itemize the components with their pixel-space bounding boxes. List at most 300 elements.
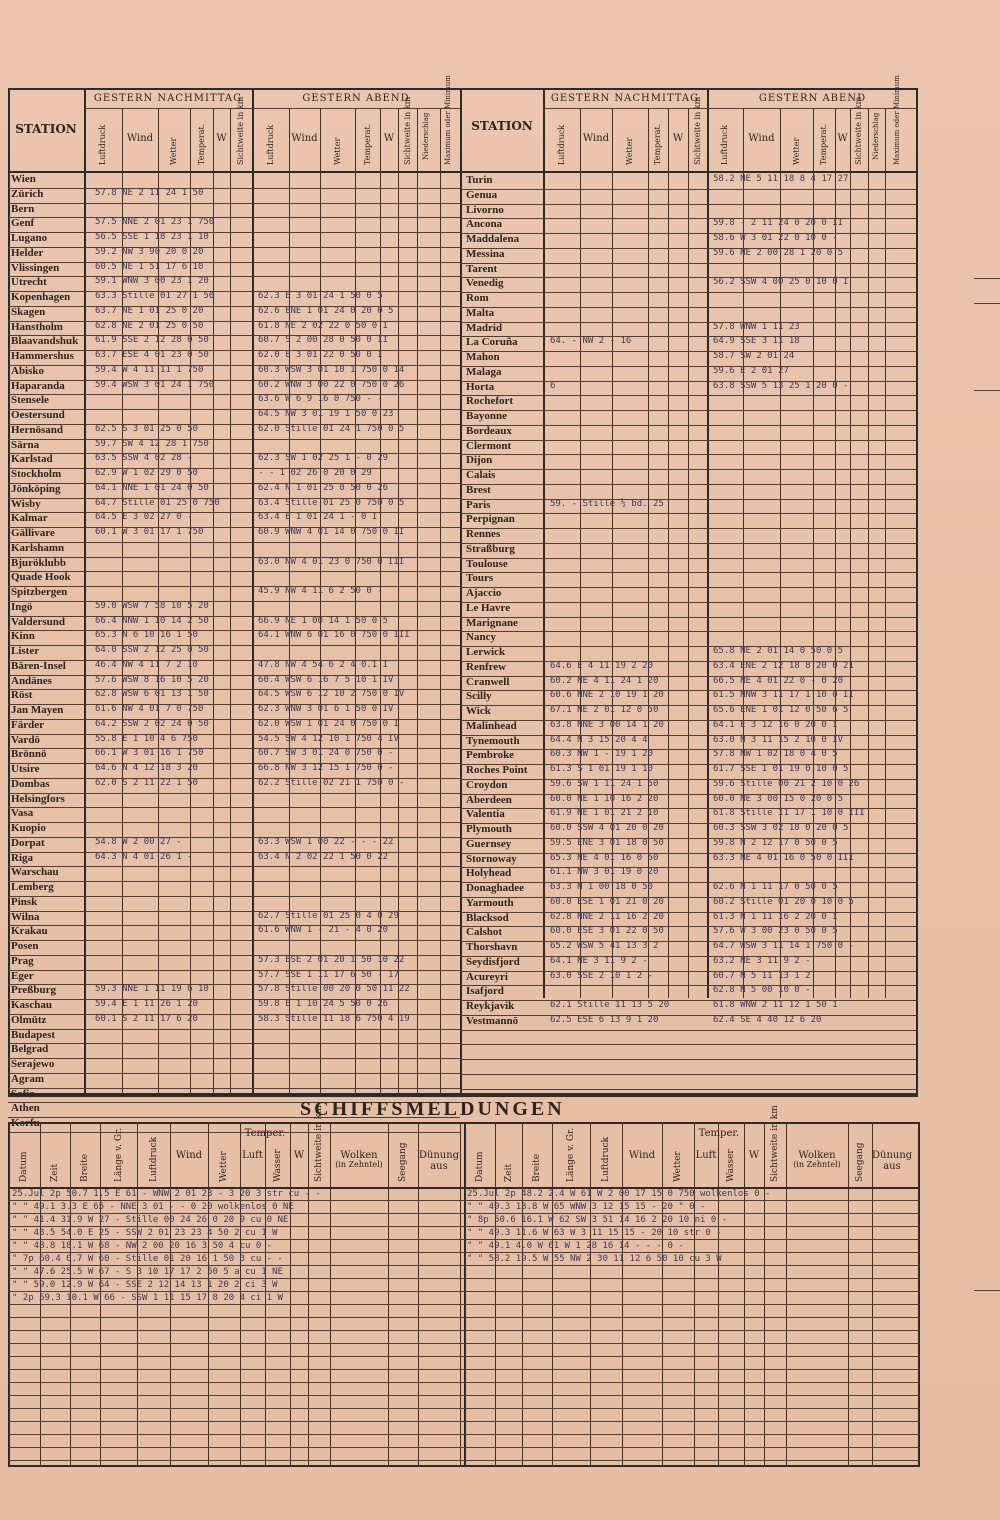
row-line [460, 617, 918, 618]
row-line [8, 940, 460, 941]
station-name: Guernsey [466, 837, 512, 850]
station-name: Belgrad [11, 1043, 49, 1056]
row-line [8, 925, 460, 926]
station-name: Lerwick [466, 646, 506, 658]
entry-gestern-abend: 64.1 E 3 12 16 0 20 0 I [713, 719, 838, 730]
ship-col-header: Luftdruck [148, 1136, 159, 1182]
station-name: Bayonne [466, 410, 507, 422]
col-luftdruck: Luftdruck [556, 124, 566, 165]
station-name: Bären-Insel [11, 659, 66, 672]
entry-gestern-abend: 57.8 Stille 00 20 0 50 11 22 [258, 984, 410, 995]
col-maximum: Maximum oder Minimum [444, 75, 452, 165]
station-name: Aberdeen [466, 793, 512, 806]
entry-gestern-abend: 60.0 NE 3 00 15 0 20 0 5 [713, 793, 844, 804]
row-line [460, 425, 918, 426]
ship-row-line [8, 1226, 920, 1227]
ship-col-header: Wolken [798, 1150, 836, 1161]
entry-gestern-abend: 62.6 ENE 1 01 24 0 20 0 5 [258, 305, 394, 316]
row-line [460, 631, 918, 632]
entry-gestern-abend: 65.6 ENE 1 01 12 0 50 6 5 [713, 705, 849, 715]
row-line [8, 660, 460, 661]
ship-col-header: Dünung aus [418, 1150, 460, 1172]
station-name: Preßburg [11, 984, 57, 997]
entry-gestern-nachmittag: 60.0 SSW 4 01 20 0 20 [550, 823, 664, 833]
row-line [460, 720, 918, 721]
entry-gestern-nachmittag: 6 [550, 380, 556, 391]
row-line [8, 203, 460, 204]
entry-gestern-nachmittag: 60.3 NW 1 - 19 1 20 [550, 749, 653, 760]
entry-gestern-nachmittag: 54.8 W 2 00 27 - [95, 836, 182, 847]
ship-col-header: Zeit [50, 1163, 60, 1182]
ship-row: " " 49.3 11.6 W 63 W 3 11 15 15 - 20 10 str 0 - [467, 1228, 722, 1238]
ship-column-line [662, 1122, 663, 1467]
col-luftdruck: Luftdruck [265, 124, 275, 165]
station-name: Wick [466, 705, 491, 717]
entry-gestern-nachmittag: 60.0 ESE 3 01 22 0 50 [550, 926, 664, 937]
ship-row: " " 43.5 54.0 E 25 - SSW 2 01 23 23 4 50 2 cu 1 W [12, 1228, 278, 1238]
entry-gestern-abend: 62.0 E 3 01 22 0 50 0 I [258, 350, 383, 360]
row-line [460, 440, 918, 441]
entry-gestern-nachmittag: 63.7 ESE 4 01 23 0 50 [95, 350, 209, 360]
station-name: Utsire [11, 763, 40, 775]
entry-gestern-abend: 62.4 N 1 01 25 0 50 0 26 [258, 482, 389, 493]
ship-col-header: Luftdruck [601, 1136, 611, 1182]
ship-row-line [8, 1421, 920, 1422]
entry-gestern-nachmittag: 63.3 Stille 01 27 1 50 [95, 291, 215, 301]
station-name: Cranwell [466, 675, 510, 688]
entry-gestern-nachmittag: 55.8 E 1 10 4 6 750 [95, 733, 198, 744]
row-line [460, 513, 918, 514]
entry-gestern-nachmittag: 60.0 NE 1 10 16 2 20 [550, 793, 659, 804]
station-name: Hammershus [11, 350, 74, 362]
ship-col-header: Wasser [726, 1149, 736, 1182]
ship-row: " " 47.6 25.5 W 67 - S 3 10 17 17 2 50 5 a cu 1 NE [12, 1267, 283, 1277]
station-name: Posen [11, 940, 39, 952]
ship-row-line [8, 1356, 920, 1357]
row-line [460, 189, 918, 190]
row-line [8, 350, 460, 351]
station-name: Wien [11, 173, 36, 185]
entry-gestern-nachmittag: 65.3 N 6 10 16 1 50 [95, 630, 198, 641]
entry-gestern-abend: 57.3 ESE 2 01 20 1 50 10 22 [258, 954, 405, 965]
ship-col-header-zehntel: (in Zehntel) [793, 1160, 841, 1169]
row-line [8, 793, 460, 794]
row-line [8, 616, 460, 617]
station-name: Wisby [11, 497, 41, 510]
entry-gestern-abend: 59.6 Stille 00 21 2 10 0 26 [713, 778, 860, 789]
station-name: Toulouse [466, 557, 508, 570]
entry-gestern-nachmittag: 64.5 E 3 02 27 0 - [95, 512, 193, 523]
entry-gestern-nachmittag: 59.6 SW 1 11 24 1 50 [550, 778, 659, 789]
station-name: Bordeaux [466, 424, 512, 437]
station-name: Prag [11, 954, 34, 967]
entry-gestern-nachmittag: 57.8 NE 2 11 24 1 50 [95, 187, 204, 198]
row-line [460, 867, 918, 868]
ship-column-line [290, 1122, 291, 1467]
station-name: Abisko [11, 364, 45, 377]
row-line [460, 558, 918, 559]
station-name: Turin [466, 174, 493, 186]
entry-gestern-nachmittag: 62.0 S 2 11 22 1 50 [95, 777, 198, 788]
entry-gestern-nachmittag: 60.0 ESE 1 01 21 0 20 [550, 896, 664, 907]
row-line [460, 749, 918, 750]
station-name: Haparanda [11, 379, 65, 392]
entry-gestern-nachmittag: 64.0 SSW 2 12 25 0 50 [95, 645, 209, 655]
station-name: Spitzbergen [11, 586, 68, 598]
entry-gestern-abend: 54.5 SW 4 12 10 1 750 4 IV [258, 733, 399, 744]
col-temperat: Temperat. [362, 123, 372, 165]
ship-column-line [848, 1122, 849, 1467]
group-gestern-nachmittag-left: GESTERN NACHMITTAG [93, 93, 243, 104]
entry-gestern-abend: 64.1 WNW 6 01 16 0 750 0 III [258, 630, 410, 641]
station-name: Seydisfjord [466, 955, 520, 968]
row-line [460, 735, 918, 736]
entry-gestern-nachmittag: 57.5 NNE 2 01 23 1 750 [95, 217, 215, 228]
col-w: W [216, 133, 227, 144]
entry-gestern-abend: 57.8 WNW 1 11 23 [713, 321, 800, 332]
ship-col-header: Zeit [503, 1163, 514, 1182]
station-name: Scilly [466, 690, 492, 703]
entry-gestern-abend: 57.6 W 3 00 23 0 50 0 5 [713, 926, 838, 937]
row-line [8, 1073, 460, 1074]
station-name: Calais [466, 469, 496, 481]
row-line [8, 291, 460, 292]
station-name: Renfrew [466, 660, 507, 673]
margin-mark [974, 278, 1000, 279]
entry-gestern-nachmittag: 56.5 SSE 1 18 23 1 10 [95, 232, 209, 242]
row-line [460, 543, 918, 544]
row-line [8, 571, 460, 572]
entry-gestern-nachmittag: 64.1 NNE 1 01 24 0 50 [95, 482, 209, 493]
entry-gestern-nachmittag: 67.1 NE 2 01 12 0 50 [550, 705, 659, 715]
row-line [8, 645, 460, 646]
station-name: Kinn [11, 630, 35, 643]
row-line [8, 321, 460, 322]
ship-row-line [8, 1447, 920, 1448]
entry-gestern-nachmittag: 62.8 WSW 6 01 13 1 50 [95, 689, 209, 700]
entry-gestern-abend: 63.4 N 2 02 22 1 50 0 22 [258, 851, 389, 862]
entry-gestern-abend: 63.4 E 1 01 24 1 - 0 I [258, 512, 378, 523]
ship-col-header: W [748, 1150, 760, 1161]
group-gestern-abend-right: GESTERN ABEND [758, 93, 867, 104]
entry-gestern-abend: 59.6 E 2 01 27 [713, 365, 789, 376]
station-name: Riga [11, 851, 33, 864]
station-name: Thorshavn [466, 941, 518, 953]
entry-gestern-abend: 57.8 NW 1 02 18 0 4 0 5 [713, 749, 838, 760]
col-maximum: Maximum oder Minimum [893, 75, 901, 165]
station-name: Utrecht [11, 276, 47, 289]
station-name: Andänes [11, 674, 52, 687]
row-line [460, 956, 918, 957]
ship-row-line [8, 1317, 920, 1318]
station-name: Zürich [11, 187, 44, 200]
col-wetter: Wetter [169, 137, 178, 165]
column-line [868, 108, 869, 998]
entry-gestern-abend: 63.4 Stille 01 25 0 750 0 5 [258, 497, 405, 508]
entry-gestern-abend: 64.9 SSE 3 11 18 [713, 336, 800, 347]
col-wind: Wind [582, 133, 610, 144]
station-name: Röst [11, 689, 33, 702]
ship-row: " " 59.0 12.9 W 64 - SSE 2 12 14 13 1 20 2 ci 3 W [12, 1280, 278, 1290]
row-line [460, 823, 918, 824]
col-wetter: Wetter [791, 137, 801, 165]
entry-gestern-abend: 60.2 WNW 3 00 22 0 750 0 26 [258, 379, 405, 390]
row-line [460, 307, 918, 308]
ship-col-header: Luft [695, 1150, 717, 1161]
column-line [648, 108, 649, 998]
station-name: Rennes [466, 528, 501, 540]
row-line [460, 218, 918, 219]
ship-column-line [764, 1122, 765, 1467]
station-name: Pembroke [466, 749, 515, 762]
entry-gestern-abend: 61.3 N 1 11 16 2 20 0 I [713, 911, 838, 922]
station-name: Vardö [11, 733, 40, 746]
col-luftdruck: Luftdruck [720, 124, 729, 165]
entry-gestern-abend: 59.6 NE 2 00 28 1 20 0 5 [713, 247, 844, 258]
station-name: Rom [466, 292, 489, 304]
entry-gestern-nachmittag: 66.4 NNW 1 10 14 2 50 [95, 615, 209, 626]
row-line [460, 764, 918, 765]
station-name: Gällivare [11, 527, 55, 539]
entry-gestern-abend: 64.5 NW 3 01 19 1 50 0 23 [258, 409, 394, 419]
entry-gestern-abend: 59.8 E 1 10 24 5 50 0 26 [258, 999, 389, 1009]
entry-gestern-abend: 61.5 NNW 3 11 17 1 10 0 II [713, 690, 854, 701]
station-name: Färder [11, 718, 44, 731]
station-name: Warschau [11, 866, 59, 879]
row-line [8, 394, 460, 395]
entry-gestern-abend: 60.9 WNW 4 01 14 0 750 0 II [258, 527, 405, 537]
ship-col-header: Wind [628, 1150, 656, 1161]
entry-gestern-abend: 62.2 Stille 02 21 1 750 0 - [258, 777, 405, 788]
row-line [8, 896, 460, 897]
col-wind: Wind [291, 133, 318, 144]
row-line [460, 705, 918, 706]
ship-row: " 8p 50.6 16.1 W 62 SW 3 51 14 16 2 20 10 ni 0 - [467, 1215, 728, 1225]
row-line [8, 852, 460, 853]
ship-row: " " 49.1 3.3 E 65 - NNE 3 01 - - 0 20 wolkenlos 0 NE [12, 1202, 294, 1212]
column-line [580, 108, 581, 998]
row-line [460, 204, 918, 205]
row-line [460, 882, 918, 883]
entry-gestern-abend: 63.3 WSW 1 00 22 - - - 22 [258, 836, 394, 847]
station-name: Horta [466, 380, 495, 393]
entry-gestern-abend: 60.7 S 2 00 28 0 50 0 II [258, 335, 389, 346]
station-name: Karlshamn [11, 541, 65, 554]
ship-column-line [388, 1122, 389, 1467]
row-line [460, 351, 918, 352]
station-name: Skagen [11, 305, 46, 318]
ship-col-header: Seegang [398, 1142, 408, 1182]
ship-row-line [8, 1395, 920, 1396]
entry-gestern-abend: 60.3 SSW 3 02 18 0 20 0 5 [713, 823, 849, 833]
station-name: Brönnö [11, 748, 47, 761]
col-wetter: Wetter [625, 137, 634, 165]
entry-gestern-abend: 63.4 ENE 2 12 18 8 20 0 21 [713, 660, 854, 671]
entry-gestern-nachmittag: 64.4 N 3 15 20 4 4 [550, 734, 648, 745]
ship-row-line [8, 1200, 920, 1201]
ship-row-line [8, 1278, 920, 1279]
row-line [460, 572, 918, 573]
row-line [8, 601, 460, 602]
ship-col-header-zehntel: (in Zehntel) [335, 1160, 383, 1169]
ship-column-line [552, 1122, 553, 1467]
ship-row-line [8, 1408, 920, 1409]
entry-gestern-nachmittag: 59.4 E 1 11 26 1 20 [95, 999, 198, 1009]
entry-gestern-nachmittag: 62.1 Stille 11 13 5 20 [550, 1000, 670, 1010]
station-name: Stensele [11, 394, 49, 407]
row-line [460, 912, 918, 913]
col-w: W [837, 133, 848, 144]
entry-gestern-nachmittag: 46.4 NW 4 11 7 2 10 [95, 659, 198, 670]
station-header-right: STATION [471, 119, 533, 133]
station-name: Krakau [11, 925, 48, 938]
ship-col-header: Datum [19, 1151, 29, 1182]
ship-column-line [460, 1122, 461, 1467]
col-w: W [672, 133, 684, 144]
station-name: Holyhead [466, 867, 512, 880]
station-name: Tarent [466, 262, 498, 275]
entry-gestern-nachmittag: 64.1 NE 3 11 9 2 - [550, 955, 648, 966]
row-line [460, 528, 918, 529]
entry-gestern-abend: 63.0 NW 4 01 23 0 750 0 III [258, 556, 405, 567]
row-line [8, 217, 460, 218]
margin-mark [974, 303, 1000, 304]
row-line [460, 248, 918, 249]
entry-gestern-abend: 62.0 Stille 01 24 1 750 0 5 [258, 423, 405, 434]
station-name: Valdersund [11, 615, 66, 628]
entry-gestern-nachmittag: 61.9 NE 1 01 21 2 10 [550, 808, 659, 819]
row-line [460, 454, 918, 455]
row-line [460, 676, 918, 677]
entry-gestern-nachmittag: 63.8 NNE 3 00 14 1 20 [550, 719, 664, 730]
entry-gestern-abend: 59.8 N 2 12 17 0 50 0 5 [713, 837, 838, 848]
entry-gestern-abend: 64.5 WSW 6 12 10 2 750 0 IV [258, 689, 405, 700]
station-name: Kalmar [11, 512, 48, 525]
entry-gestern-nachmittag: 59.1 WNW 3 00 23 1 20 [95, 276, 209, 287]
ship-reports-title: SCHIFFSMELDUNGEN [300, 1098, 565, 1120]
col-wind: Wind [126, 133, 154, 144]
station-name: Athen [11, 1102, 40, 1115]
station-name: Eger [11, 969, 34, 982]
station-name: Yarmouth [466, 896, 514, 909]
station-name: Kuopio [11, 822, 46, 834]
entry-gestern-nachmittag: 57.6 WSW 8 16 10 5 20 [95, 674, 209, 685]
ship-row-line [8, 1265, 920, 1266]
entry-gestern-abend: 61.8 WNW 2 11 12 1 50 1 [713, 1000, 838, 1010]
entry-gestern-nachmittag: 63.5 SSW 4 02 28 - [95, 453, 193, 464]
entry-gestern-abend: 61.6 WNW 1 - 21 - 4 0 20 [258, 925, 389, 936]
entry-gestern-abend: 63.2 NE 3 11 9 2 - [713, 955, 811, 966]
ship-row-line [8, 1343, 920, 1344]
ship-col-header: Sichtweite in km [770, 1105, 780, 1182]
station-name: Le Havre [466, 601, 511, 614]
station-name: Dijon [466, 454, 493, 467]
entry-gestern-abend: - - 1 02 26 0 20 0 29 [258, 468, 372, 478]
ship-row-line [8, 1382, 920, 1383]
row-line [460, 484, 918, 485]
ship-col-header: Breite [80, 1153, 90, 1182]
entry-gestern-abend: 63.3 NE 4 01 16 0 50 0 III [713, 852, 854, 863]
row-line [460, 838, 918, 839]
row-line [8, 1043, 460, 1044]
ship-row-line [8, 1460, 920, 1461]
row-line [460, 1044, 918, 1045]
row-line [8, 542, 460, 543]
entry-gestern-nachmittag: 62.5 S 3 01 25 0 50 [95, 423, 198, 434]
station-name: Kaschau [11, 999, 52, 1011]
entry-gestern-nachmittag: 60.5 NE 1 51 17 6 10 [95, 261, 204, 272]
entry-gestern-abend: 63.0 N 3 11 15 2 10 0 IV [713, 734, 844, 745]
entry-gestern-nachmittag: 60.6 NNE 2 10 19 1 20 [550, 690, 664, 701]
station-name: Tours [466, 572, 494, 585]
station-name: Marignane [466, 616, 518, 629]
row-line [460, 926, 918, 927]
ship-column-line [590, 1122, 591, 1467]
row-line [8, 999, 460, 1000]
station-name: Mahon [466, 351, 500, 363]
ship-row-line [8, 1291, 920, 1292]
ship-row-line [8, 1369, 920, 1370]
row-line [460, 1059, 918, 1060]
station-name: Valentia [466, 808, 505, 821]
column-line [612, 108, 613, 998]
ship-row-line [8, 1239, 920, 1240]
ship-row: " " 49.1 4.0 W 61 W 1 28 16 14 - - - 0 - [467, 1241, 684, 1251]
row-line [460, 410, 918, 411]
station-name: Rochefort [466, 395, 514, 408]
row-line [460, 395, 918, 396]
row-line [460, 1000, 918, 1001]
entry-gestern-abend: 63.6 W 6 9 16 0 750 - - [258, 394, 383, 405]
col-luftdruck: Luftdruck [98, 124, 107, 165]
row-line [460, 794, 918, 795]
station-name: Vestmannö [466, 1014, 519, 1027]
station-name: Donaghadee [466, 882, 525, 894]
col-temperat: Temperat. [196, 123, 206, 165]
station-name: Dorpat [11, 836, 45, 849]
row-line [8, 586, 460, 587]
station-name: Roches Point [466, 764, 528, 776]
row-line [460, 1030, 918, 1031]
entry-gestern-nachmittag: 65.2 WSW 5 41 13 3 2 [550, 941, 659, 951]
column-line [668, 108, 669, 998]
entry-gestern-nachmittag: 64.2 SSW 2 02 24 0 50 [95, 718, 209, 729]
row-line [460, 381, 918, 382]
ship-column-line [522, 1122, 523, 1467]
ship-col-header: Datum [474, 1151, 485, 1182]
column-line [850, 108, 851, 998]
station-name: Olmütz [11, 1013, 47, 1026]
station-name: Venedig [466, 277, 504, 290]
entry-gestern-abend: 58.3 Stille 11 18 6 750 4 19 [258, 1013, 410, 1024]
group-gestern-nachmittag-right: GESTERN NACHMITTAG [550, 93, 700, 104]
station-header-left: STATION [15, 122, 77, 136]
entry-gestern-abend: 62.6 N 1 11 17 0 50 0 5 [713, 882, 838, 892]
ship-column-line [744, 1122, 745, 1467]
station-name: Malinhead [466, 719, 517, 732]
station-name: Ancona [466, 218, 503, 231]
station-name: Malta [466, 306, 495, 319]
station-name: Helder [11, 246, 44, 259]
entry-gestern-nachmittag: 61.3 S 1 01 19 1 10 [550, 764, 653, 774]
entry-gestern-abend: 60.7 SW 3 01 24 0 750 0 - [258, 748, 394, 759]
station-name: Maddalena [466, 233, 520, 245]
ship-column-line [330, 1122, 331, 1467]
row-line [460, 985, 918, 986]
row-line [460, 646, 918, 647]
station-name: Bern [11, 202, 35, 215]
entry-gestern-nachmittag: 61.9 SSE 2 12 28 0 50 [95, 335, 209, 346]
